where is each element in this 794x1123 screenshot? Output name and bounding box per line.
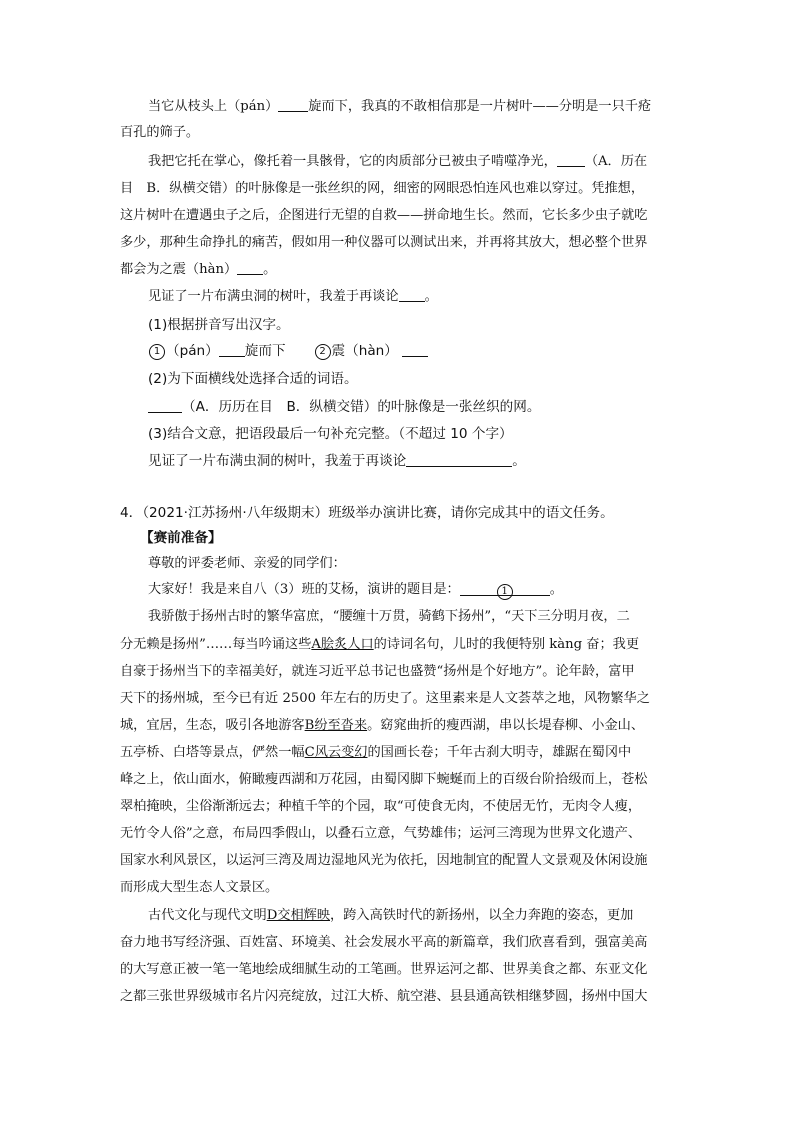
answer-blank <box>278 97 308 112</box>
underlined-phrase-c: C风云变幻 <box>304 745 368 760</box>
speech-intro: 大家好！我是来自八（3）班的艾杨，演讲的题目是： 1 。 <box>148 577 674 603</box>
answer-blank <box>237 260 263 275</box>
passage-line: 这片树叶在遭遇虫子之后，企图进行无望的自救——拼命地生长。然而，它长多少虫子就吃 <box>120 208 648 223</box>
passage-line: 都会为之震（hàn） 。 <box>120 262 277 277</box>
speech-line: 的大写意正被一笔一笔地绘成细腻生动的工笔画。世界运河之都、世界美食之都、东亚文化 <box>120 962 648 977</box>
speech-line: 城，宜居，生态，吸引各地游客B纷至沓来。窈窕曲折的瘦西湖，串以长堤春柳、小金山、 <box>120 718 645 733</box>
answer-blank[interactable] <box>148 398 182 413</box>
speech-line: 之都三张世界级城市名片闪亮绽放，过江大桥、航空港、县县通高铁相继梦圆，扬州中国大 <box>120 989 648 1004</box>
underlined-phrase-d: D交相辉映 <box>266 908 331 923</box>
speech-line: 奋力地书写经济强、百姓富、环境美、社会发展水平高的新篇章，我们欣喜看到，强富美高 <box>120 935 648 950</box>
speech-line: 而形成大型生态人文景区。 <box>120 880 279 895</box>
answer-blank[interactable] <box>219 342 245 357</box>
question-1: (1)根据拼音写出汉字。 <box>148 317 290 333</box>
speech-line: 无竹令人俗”之意，布局四季假山，以叠石立意，气势雄伟；运河三湾现为世界文化遗产、 <box>120 826 642 841</box>
passage-line: 百孔的筛子。 <box>120 125 200 140</box>
passage-line: 多少，那种生命挣扎的痛苦，假如用一种仪器可以测试出来，并再将其放大，想必整个世界 <box>120 235 648 250</box>
question-2-line: （A．历历在目 B．纵横交错）的叶脉像是一张丝织的网。 <box>148 394 674 420</box>
problem-4-heading: 4．（2021·江苏扬州·八年级期末）班级举办演讲比赛，请你完成其中的语文任务。 <box>120 505 614 521</box>
question-3: (3)结合文意，把语段最后一句补充完整。（不超过 10 个字） <box>148 426 513 442</box>
speech-line: 分无赖是扬州”……每当吟诵这些A脍炙人口的诗词名句，儿时的我便特别 kàng 奋；我更 <box>120 637 640 652</box>
title-blank[interactable] <box>460 579 550 596</box>
question-2: (2)为下面横线处选择合适的词语。 <box>148 371 358 387</box>
speech-line: 峰之上，依山面水，俯瞰瘦西湖和万花园，由蜀冈脚下蜿蜒而上的百级台阶拾级而上，苍松 <box>120 772 648 787</box>
answer-blank[interactable] <box>406 452 512 467</box>
question-3-line: 见证了一片布满虫洞的树叶，我羞于再谈论 。 <box>148 453 526 469</box>
circled-number: 1 <box>149 344 165 360</box>
circled-number: 1 <box>497 584 513 600</box>
question-1-items: 1 （pán） 旋而下 2 震（hàn） <box>148 338 674 364</box>
speech-line: 天下的扬州城，至今已有近 2500 年左右的历史了。这里素来是人文荟萃之地，风物繁华之 <box>120 691 650 706</box>
speech-line: 国家水利风景区，以运河三湾及周边湿地风光为依托，因地制宜的配置人文景观及休闲设施 <box>120 853 648 868</box>
underlined-phrase-a: A脍炙人口 <box>311 637 374 652</box>
answer-blank <box>399 287 425 302</box>
speech-line: 翠柏掩映，尘俗渐渐远去；种植千竿的个园，取“可使食无肉，不使居无竹，无肉令人瘦， <box>120 799 642 814</box>
circled-number: 2 <box>315 344 331 360</box>
answer-blank[interactable] <box>402 342 428 357</box>
underlined-phrase-b: B纷至沓来 <box>304 718 368 733</box>
answer-blank <box>557 152 585 167</box>
section-title: 【赛前准备】 <box>140 530 222 546</box>
speech-line: 古代文化与现代文明D交相辉映，跨入高铁时代的新扬州，以全力奔跑的姿态，更加 <box>148 908 634 923</box>
speech-line: 自豪于扬州当下的幸福美好，就连习近平总书记也盛赞“扬州是个好地方”。论年龄，富甲 <box>120 664 635 679</box>
speech-line: 五亭桥、白塔等景点，俨然一幅C风云变幻的国画长卷；千年古刹大明寺，雄踞在蜀冈中 <box>120 745 632 760</box>
speech-greeting: 尊敬的评委老师、亲爱的同学们： <box>148 556 346 571</box>
passage-line: 我把它托在掌心，像托着一具骸骨，它的肉质部分已被虫子啃噬净光， （A．历在 <box>148 154 648 169</box>
passage-line: 目 B．纵横交错）的叶脉像是一张丝织的网，细密的网眼恐怕连风也难以穿过。凭推想， <box>120 181 644 196</box>
passage-line: 见证了一片布满虫洞的树叶，我羞于再谈论 。 <box>148 289 438 304</box>
speech-line: 我骄傲于扬州古时的繁华富庶，“腰缠十万贯，骑鹤下扬州”，“天下三分明月夜，二 <box>148 609 630 624</box>
passage-line: 当它从枝头上（pán） 旋而下，我真的不敢相信那是一片树叶——分明是一只千疮 <box>148 99 652 114</box>
